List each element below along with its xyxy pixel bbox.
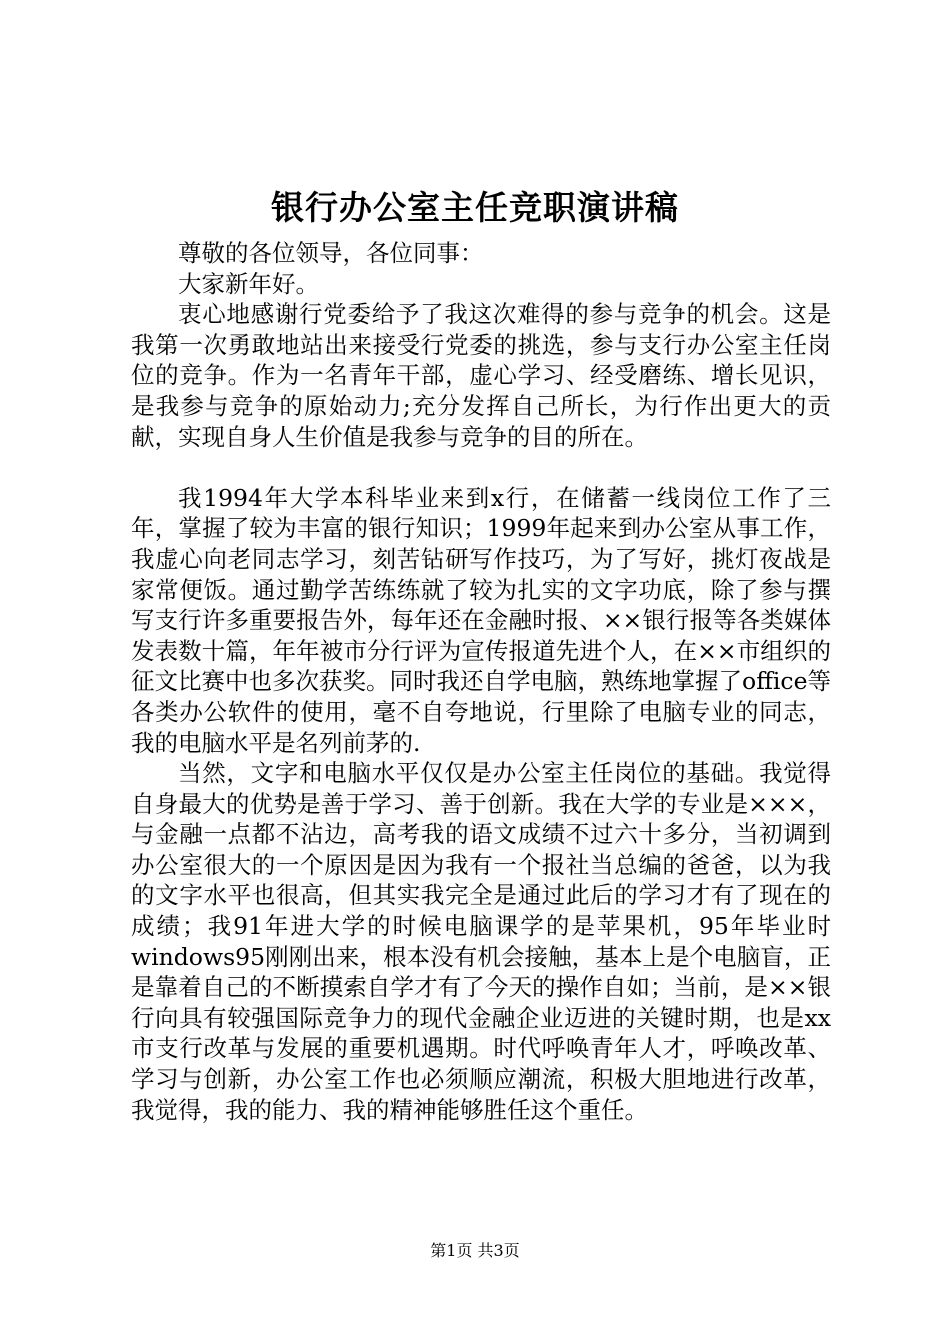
strengths-paragraph: 当然，文字和电脑水平仅仅是办公室主任岗位的基础。我觉得自身最大的优势是善于学习、善于创新。我在大学的专业是×××，与金融一点都不沾边，高考我的语文成绩不过六十多分，当初调到办公室很大的一个原因是因为我有一个报社当总编的爸爸，以为我的文字水平也很高，但其实我完全是通过此后的学习才有了现在的成绩；我91年进大学的时候电脑课学的是苹果机，95年毕业时windows95刚刚出来，根本没有机会接触，基本上是个电脑盲，正是靠着自己的不断摸索自学才有了今天的操作自如；当前，是××银行向具有较强国际竞争力的现代金融企业迈进的关键时期，也是xx市支行改革与发展的重要机遇期。时代呼唤青年人才，呼唤改革、学习与创新，办公室工作也必须顺应潮流，积极大胆地进行改革，我觉得，我的能力、我的精神能够胜任这个重任。: [131, 759, 831, 1124]
thanks-paragraph: 衷心地感谢行党委给予了我这次难得的参与竞争的机会。这是我第一次勇敢地站出来接受行党委的挑选，参与支行办公室主任岗位的竞争。作为一名青年干部，虚心学习、经受磨练、增长见识，是我参与竞争的原始动力;充分发挥自己所长，为行作出更大的贡献，实现自身人生价值是我参与竞争的目的所在。: [131, 300, 831, 451]
greeting-paragraph: 尊敬的各位领导，各位同事：: [178, 239, 484, 267]
page-footer: 第1页 共3页: [430, 1241, 520, 1260]
page-title: 银行办公室主任竞职演讲稿: [271, 188, 679, 227]
experience-paragraph: 我1994年大学本科毕业来到x行，在储蓄一线岗位工作了三年，掌握了较为丰富的银行知识；1999年起来到办公室从事工作，我虚心向老同志学习，刻苦钻研写作技巧，为了写好，挑灯夜战是家常便饭。通过勤学苦练练就了较为扎实的文字功底，除了参与撰写支行许多重要报告外，每年还在金融时报、××银行报等各类媒体发表数十篇，年年被市分行评为宣传报道先进个人，在××市组织的征文比赛中也多次获奖。同时我还自学电脑，熟练地掌握了office等各类办公软件的使用，毫不自夸地说，行里除了电脑专业的同志，我的电脑水平是名列前茅的.: [131, 483, 831, 757]
document-body: [131, 238, 831, 1125]
new-year-paragraph: 大家新年好。: [178, 269, 319, 298]
